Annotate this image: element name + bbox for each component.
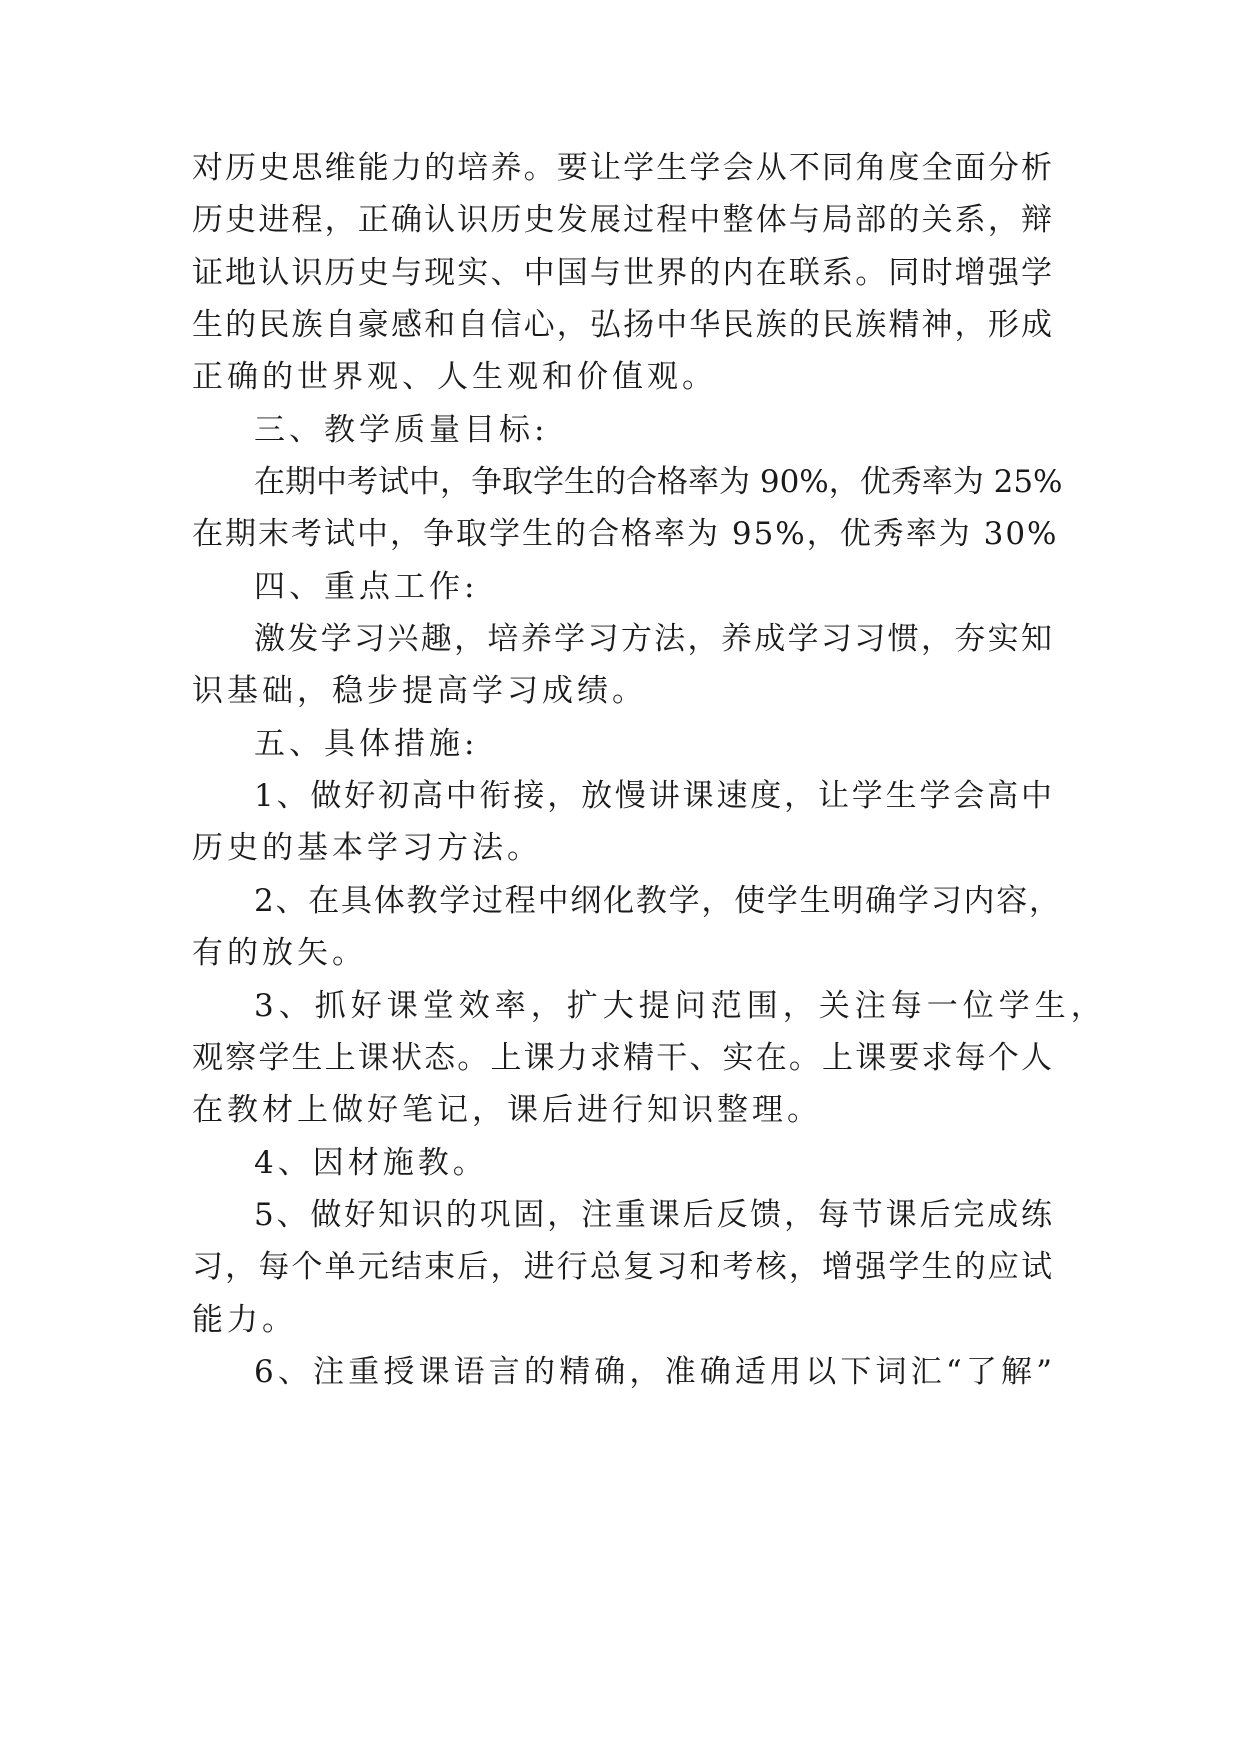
text-line: 生的民族自豪感和自信心，弘扬中华民族的民族精神，形成 [192, 307, 1052, 343]
section-heading: 五、具体措施: [254, 726, 479, 762]
section-heading: 四、重点工作: [254, 569, 479, 605]
text-line: 3、抓好课堂效率，扩大提问范围，关注每一位学生， [254, 988, 1107, 1024]
text-line: 对历史思维能力的培养。要让学生学会从不同角度全面分析 [192, 150, 1052, 186]
text-line: 激发学习兴趣，培养学习方法，养成学习习惯，夯实知 [254, 621, 1052, 657]
text-line: 在期末考试中，争取学生的合格率为 95%，优秀率为 30% [192, 516, 1059, 552]
text-line: 1、做好初高中衔接，放慢讲课速度，让学生学会高中 [254, 778, 1052, 814]
text-line: 习，每个单元结束后，进行总复习和考核，增强学生的应试 [192, 1249, 1052, 1285]
text-line: 5、做好知识的巩固，注重课后反馈，每节课后完成练 [254, 1197, 1052, 1233]
text-line: 在期中考试中，争取学生的合格率为 90%，优秀率为 25% [254, 464, 1063, 500]
text-line: 证地认识历史与现实、中国与世界的内在联系。同时增强学 [192, 255, 1052, 291]
text-line: 观察学生上课状态。上课力求精干、实在。上课要求每个人 [192, 1040, 1052, 1076]
text-line: 历史的基本学习方法。 [192, 830, 542, 866]
text-line: 能力。 [192, 1302, 297, 1338]
text-line: 2、在具体教学过程中纲化教学，使学生明确学习内容， [254, 883, 1060, 919]
text-line: 识基础，稳步提高学习成绩。 [192, 673, 647, 709]
text-line: 正确的世界观、人生观和价值观。 [192, 359, 717, 395]
text-line: 6、注重授课语言的精确，准确适用以下词汇“了解” [254, 1354, 1052, 1390]
section-heading: 三、教学质量目标: [254, 412, 549, 448]
text-line: 在教材上做好笔记，课后进行知识整理。 [192, 1092, 822, 1128]
text-line: 历史进程，正确认识历史发展过程中整体与局部的关系，辩 [192, 202, 1052, 238]
text-line: 有的放矢。 [192, 935, 367, 971]
text-line: 4、因材施教。 [254, 1145, 488, 1181]
